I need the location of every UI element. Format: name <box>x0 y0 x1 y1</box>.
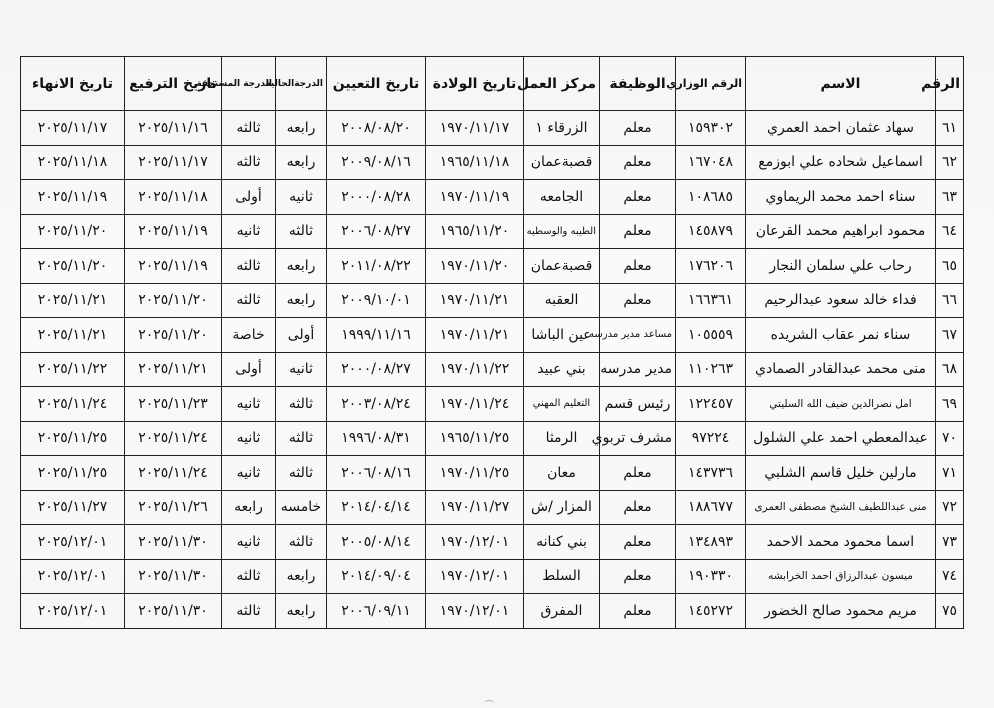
table-cell-ministry-no: ٩٧٢٢٤ <box>676 421 746 456</box>
header-promotion-date: تاريخ الترفيع <box>125 57 222 111</box>
table-cell-birth-date: ١٩٧٠/١١/٢١ <box>426 283 524 318</box>
table-cell-index: ٧١ <box>936 456 964 491</box>
table-cell-current-grade: ثالثه <box>276 421 327 456</box>
table-cell-work-center: معان <box>524 456 600 491</box>
table-cell-due-grade: ثانيه <box>222 421 276 456</box>
table-cell-birth-date: ١٩٧٠/١٢/٠١ <box>426 594 524 629</box>
table-cell-hire-date: ١٩٩٦/٠٨/٣١ <box>327 421 426 456</box>
table-cell-promotion-date: ٢٠٢٥/١١/٢٣ <box>125 387 222 422</box>
table-cell-job: مدير مدرسه <box>600 352 676 387</box>
table-cell-work-center: قصبةعمان <box>524 145 600 180</box>
table-cell-ministry-no: ١٦٧٠٤٨ <box>676 145 746 180</box>
table-cell-due-grade: ثالثه <box>222 283 276 318</box>
table-row <box>21 490 964 525</box>
table-cell-end-date: ٢٠٢٥/١١/١٧ <box>21 111 125 146</box>
table-cell-job: معلم <box>600 249 676 284</box>
table-cell-index: ٦٤ <box>936 214 964 249</box>
table-cell-job: معلم <box>600 456 676 491</box>
table-row <box>21 456 964 491</box>
table-cell-birth-date: ١٩٧٠/١١/٢٥ <box>426 456 524 491</box>
table-cell-due-grade: ثالثه <box>222 559 276 594</box>
table-cell-ministry-no: ١٥٩٣٠٢ <box>676 111 746 146</box>
table-cell-hire-date: ٢٠٠٨/٠٨/٢٠ <box>327 111 426 146</box>
table-cell-end-date: ٢٠٢٥/١١/٢٢ <box>21 352 125 387</box>
table-cell-hire-date: ٢٠٠٩/١٠/٠١ <box>327 283 426 318</box>
table-cell-current-grade: رابعه <box>276 594 327 629</box>
table-cell-ministry-no: ١٠٥٥٥٩ <box>676 318 746 353</box>
page-number-mark <box>484 700 494 707</box>
table-cell-end-date: ٢٠٢٥/١١/٢١ <box>21 283 125 318</box>
header-due-grade: الدرجة المستحقة <box>222 57 276 111</box>
table-cell-job: معلم <box>600 214 676 249</box>
table-cell-index: ٦٩ <box>936 387 964 422</box>
table-cell-due-grade: رابعه <box>222 490 276 525</box>
table-cell-job: معلم <box>600 180 676 215</box>
table-row <box>21 352 964 387</box>
table-cell-index: ٧٢ <box>936 490 964 525</box>
table-cell-hire-date: ٢٠٠٠/٠٨/٢٧ <box>327 352 426 387</box>
table-row <box>21 111 964 146</box>
table-cell-index: ٦٦ <box>936 283 964 318</box>
table-cell-index: ٦٥ <box>936 249 964 284</box>
table-row <box>21 559 964 594</box>
table-row <box>21 145 964 180</box>
table-row <box>21 283 964 318</box>
table-cell-due-grade: ثالثه <box>222 111 276 146</box>
table-cell-name: سناء نمر عقاب الشريده <box>746 318 936 353</box>
table-cell-current-grade: خامسه <box>276 490 327 525</box>
header-name: الاسم <box>746 57 936 111</box>
header-job: الوظيفة <box>600 57 676 111</box>
header-current-grade: الدرجةالحالية <box>276 57 327 111</box>
table-cell-index: ٧٣ <box>936 525 964 560</box>
table-cell-due-grade: ثانيه <box>222 214 276 249</box>
table-cell-end-date: ٢٠٢٥/١١/٢٥ <box>21 456 125 491</box>
table-cell-job: معلم <box>600 525 676 560</box>
table-cell-name: امل نصرالدين ضيف الله السليتي <box>746 387 936 422</box>
table-body <box>21 111 964 629</box>
table-cell-name: ميسون عبدالرزاق احمد الخرابشه <box>746 559 936 594</box>
table-cell-job: معلم <box>600 559 676 594</box>
table-cell-due-grade: ثانيه <box>222 525 276 560</box>
table-cell-promotion-date: ٢٠٢٥/١١/٣٠ <box>125 525 222 560</box>
table-cell-due-grade: ثالثه <box>222 249 276 284</box>
table-cell-ministry-no: ١١٠٢٦٣ <box>676 352 746 387</box>
table-cell-current-grade: أولى <box>276 318 327 353</box>
table-cell-name: عبدالمعطي احمد علي الشلول <box>746 421 936 456</box>
table-cell-ministry-no: ١٨٨٦٧٧ <box>676 490 746 525</box>
table-cell-name: منى عبداللطيف الشيخ مصطفى العمرى <box>746 490 936 525</box>
table-cell-promotion-date: ٢٠٢٥/١١/٢٤ <box>125 421 222 456</box>
table-cell-hire-date: ٢٠٠٣/٠٨/٢٤ <box>327 387 426 422</box>
table-cell-index: ٧٤ <box>936 559 964 594</box>
table-cell-ministry-no: ١٧٦٢٠٦ <box>676 249 746 284</box>
table-cell-job: مساعد مدير مدرسه <box>600 318 676 353</box>
table-cell-birth-date: ١٩٧٠/١١/١٧ <box>426 111 524 146</box>
table-cell-birth-date: ١٩٦٥/١١/٢٠ <box>426 214 524 249</box>
table-cell-work-center: التعليم المهني <box>524 387 600 422</box>
table-cell-name: منى محمد عبدالقادر الصمادي <box>746 352 936 387</box>
table-cell-current-grade: رابعه <box>276 559 327 594</box>
table-cell-due-grade: ثالثه <box>222 594 276 629</box>
header-work-center: مركز العمل <box>524 57 600 111</box>
table-cell-name: سهاد عثمان احمد العمري <box>746 111 936 146</box>
table-cell-end-date: ٢٠٢٥/١١/٢٧ <box>21 490 125 525</box>
table-cell-promotion-date: ٢٠٢٥/١١/٣٠ <box>125 559 222 594</box>
table-cell-hire-date: ٢٠٠٩/٠٨/١٦ <box>327 145 426 180</box>
table-cell-hire-date: ٢٠٠٦/٠٨/٢٧ <box>327 214 426 249</box>
table-row <box>21 214 964 249</box>
table-cell-current-grade: رابعه <box>276 283 327 318</box>
table-cell-end-date: ٢٠٢٥/١٢/٠١ <box>21 594 125 629</box>
table-cell-current-grade: رابعه <box>276 145 327 180</box>
table-cell-work-center: الزرقاء ١ <box>524 111 600 146</box>
table-cell-current-grade: ثالثه <box>276 214 327 249</box>
table-row <box>21 180 964 215</box>
table-cell-current-grade: ثانيه <box>276 180 327 215</box>
table-cell-ministry-no: ١٣٤٨٩٣ <box>676 525 746 560</box>
table-cell-due-grade: أولى <box>222 180 276 215</box>
table-cell-name: مريم محمود صالح الخضور <box>746 594 936 629</box>
table-cell-work-center: بني عبيد <box>524 352 600 387</box>
table-cell-birth-date: ١٩٧٠/١١/١٩ <box>426 180 524 215</box>
table-cell-ministry-no: ١٩٠٣٣٠ <box>676 559 746 594</box>
table-cell-work-center: بني كنانه <box>524 525 600 560</box>
header-birth-date: تاريخ الولادة <box>426 57 524 111</box>
table-header-row <box>21 57 964 111</box>
table-cell-hire-date: ٢٠٠٥/٠٨/١٤ <box>327 525 426 560</box>
header-index: الرقم <box>936 57 964 111</box>
table-cell-index: ٧٥ <box>936 594 964 629</box>
table-cell-work-center: الطيبه والوسطيه <box>524 214 600 249</box>
table-cell-job: معلم <box>600 490 676 525</box>
table-cell-promotion-date: ٢٠٢٥/١١/٢٠ <box>125 283 222 318</box>
table-cell-end-date: ٢٠٢٥/١٢/٠١ <box>21 559 125 594</box>
table-cell-ministry-no: ١٦٦٣٦١ <box>676 283 746 318</box>
table-cell-hire-date: ٢٠٠٠/٠٨/٢٨ <box>327 180 426 215</box>
table-cell-end-date: ٢٠٢٥/١١/٢٠ <box>21 249 125 284</box>
table-row <box>21 387 964 422</box>
table-cell-current-grade: رابعه <box>276 111 327 146</box>
table-cell-due-grade: ثانيه <box>222 456 276 491</box>
table-cell-hire-date: ١٩٩٩/١١/١٦ <box>327 318 426 353</box>
table-row <box>21 318 964 353</box>
table-cell-work-center: المزار /ش <box>524 490 600 525</box>
table-cell-name: اسما محمود محمد الاحمد <box>746 525 936 560</box>
table-cell-promotion-date: ٢٠٢٥/١١/١٦ <box>125 111 222 146</box>
table-cell-hire-date: ٢٠٠٦/٠٨/١٦ <box>327 456 426 491</box>
table-cell-name: فداء خالد سعود عبدالرحيم <box>746 283 936 318</box>
table-cell-current-grade: ثالثه <box>276 525 327 560</box>
table-cell-work-center: السلط <box>524 559 600 594</box>
table-cell-end-date: ٢٠٢٥/١١/٢٠ <box>21 214 125 249</box>
table-cell-ministry-no: ١٤٣٧٣٦ <box>676 456 746 491</box>
table-cell-work-center: المفرق <box>524 594 600 629</box>
table-cell-work-center: عين الباشا <box>524 318 600 353</box>
table-cell-work-center: قصبةعمان <box>524 249 600 284</box>
table-cell-name: رحاب علي سلمان النجار <box>746 249 936 284</box>
table-cell-promotion-date: ٢٠٢٥/١١/١٩ <box>125 249 222 284</box>
table-cell-work-center: الجامعه <box>524 180 600 215</box>
table-cell-job: معلم <box>600 145 676 180</box>
table-cell-index: ٦١ <box>936 111 964 146</box>
table-cell-birth-date: ١٩٧٠/١١/٢١ <box>426 318 524 353</box>
table-cell-current-grade: ثانيه <box>276 352 327 387</box>
table-cell-birth-date: ١٩٦٥/١١/٢٥ <box>426 421 524 456</box>
table-cell-promotion-date: ٢٠٢٥/١١/٢٦ <box>125 490 222 525</box>
table-cell-end-date: ٢٠٢٥/١١/٢١ <box>21 318 125 353</box>
table-cell-ministry-no: ١٠٨٦٨٥ <box>676 180 746 215</box>
table-cell-hire-date: ٢٠١٤/٠٤/١٤ <box>327 490 426 525</box>
table-cell-promotion-date: ٢٠٢٥/١١/١٧ <box>125 145 222 180</box>
table-cell-promotion-date: ٢٠٢٥/١١/٢١ <box>125 352 222 387</box>
table-cell-birth-date: ١٩٧٠/١٢/٠١ <box>426 525 524 560</box>
header-end-date: تاريخ الانهاء <box>21 57 125 111</box>
table-row <box>21 525 964 560</box>
table-cell-birth-date: ١٩٧٠/١١/٢٢ <box>426 352 524 387</box>
table-cell-due-grade: خاصة <box>222 318 276 353</box>
table-cell-job: رئيس قسم <box>600 387 676 422</box>
table-cell-hire-date: ٢٠١١/٠٨/٢٢ <box>327 249 426 284</box>
table-cell-work-center: الرمثا <box>524 421 600 456</box>
table-cell-promotion-date: ٢٠٢٥/١١/١٩ <box>125 214 222 249</box>
table-cell-promotion-date: ٢٠٢٥/١١/٢٠ <box>125 318 222 353</box>
table-cell-ministry-no: ١٤٥٢٧٢ <box>676 594 746 629</box>
header-ministry-no: الرقم الوزاري <box>676 57 746 111</box>
table-cell-job: معلم <box>600 111 676 146</box>
table-cell-ministry-no: ١٢٢٤٥٧ <box>676 387 746 422</box>
table-cell-current-grade: ثالثه <box>276 387 327 422</box>
table-cell-name: اسماعيل شحاده علي ابوزمع <box>746 145 936 180</box>
table-cell-job: مشرف تربوي <box>600 421 676 456</box>
table-cell-due-grade: ثانيه <box>222 387 276 422</box>
table-cell-name: مارلين خليل قاسم الشلبي <box>746 456 936 491</box>
promotion-table <box>20 56 964 629</box>
table-cell-current-grade: ثالثه <box>276 456 327 491</box>
table-row <box>21 249 964 284</box>
table-cell-birth-date: ١٩٦٥/١١/١٨ <box>426 145 524 180</box>
table-cell-current-grade: رابعه <box>276 249 327 284</box>
table-cell-index: ٧٠ <box>936 421 964 456</box>
table-cell-due-grade: ثالثه <box>222 145 276 180</box>
table-row <box>21 421 964 456</box>
table-cell-index: ٦٧ <box>936 318 964 353</box>
table-cell-hire-date: ٢٠٠٦/٠٩/١١ <box>327 594 426 629</box>
table-cell-promotion-date: ٢٠٢٥/١١/١٨ <box>125 180 222 215</box>
table-cell-end-date: ٢٠٢٥/١٢/٠١ <box>21 525 125 560</box>
table-cell-hire-date: ٢٠١٤/٠٩/٠٤ <box>327 559 426 594</box>
table-row <box>21 594 964 629</box>
table-cell-index: ٦٣ <box>936 180 964 215</box>
table-cell-end-date: ٢٠٢٥/١١/٢٤ <box>21 387 125 422</box>
table-cell-end-date: ٢٠٢٥/١١/١٨ <box>21 145 125 180</box>
table-cell-work-center: العقبه <box>524 283 600 318</box>
table-cell-promotion-date: ٢٠٢٥/١١/٢٤ <box>125 456 222 491</box>
table-cell-job: معلم <box>600 594 676 629</box>
table-cell-name: محمود ابراهيم محمد القرعان <box>746 214 936 249</box>
header-hire-date: تاريخ التعيين <box>327 57 426 111</box>
table-cell-job: معلم <box>600 283 676 318</box>
table-cell-index: ٦٢ <box>936 145 964 180</box>
table-cell-index: ٦٨ <box>936 352 964 387</box>
table-cell-ministry-no: ١٤٥٨٧٩ <box>676 214 746 249</box>
table-cell-birth-date: ١٩٧٠/١١/٢٠ <box>426 249 524 284</box>
table-cell-birth-date: ١٩٧٠/١٢/٠١ <box>426 559 524 594</box>
table-cell-birth-date: ١٩٧٠/١١/٢٤ <box>426 387 524 422</box>
table-cell-end-date: ٢٠٢٥/١١/٢٥ <box>21 421 125 456</box>
table-cell-birth-date: ١٩٧٠/١١/٢٧ <box>426 490 524 525</box>
table-cell-promotion-date: ٢٠٢٥/١١/٣٠ <box>125 594 222 629</box>
table-cell-due-grade: أولى <box>222 352 276 387</box>
table-cell-end-date: ٢٠٢٥/١١/١٩ <box>21 180 125 215</box>
table-cell-name: سناء احمد محمد الريماوي <box>746 180 936 215</box>
